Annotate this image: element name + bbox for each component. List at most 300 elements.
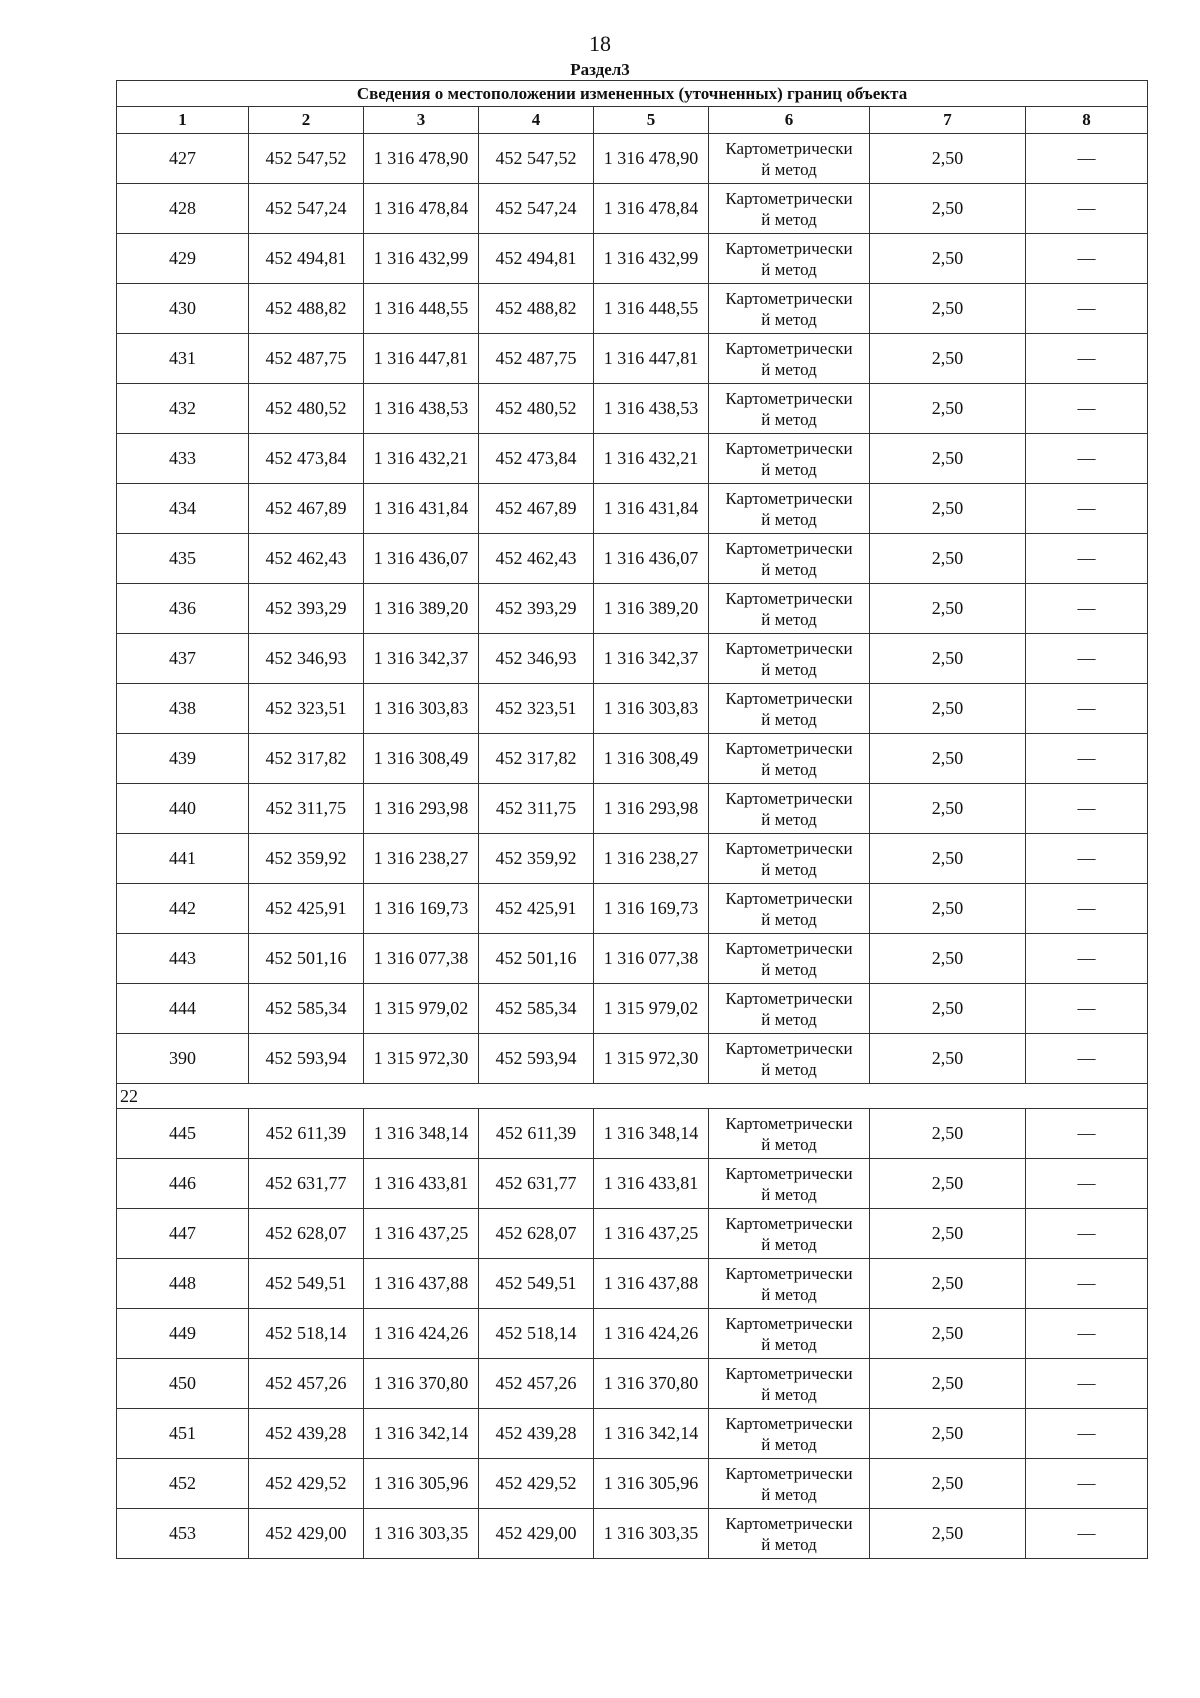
section-title: Раздел3 <box>570 60 630 79</box>
x-new: 452 518,14 <box>479 1309 594 1359</box>
accuracy: 2,50 <box>870 684 1026 734</box>
y-existing: 1 316 342,14 <box>364 1409 479 1459</box>
y-existing: 1 316 437,88 <box>364 1259 479 1309</box>
y-new: 1 316 424,26 <box>594 1309 709 1359</box>
y-new: 1 316 438,53 <box>594 384 709 434</box>
x-existing: 452 323,51 <box>249 684 364 734</box>
method-cell <box>709 884 870 934</box>
description: — <box>1026 234 1148 284</box>
description: — <box>1026 1359 1148 1409</box>
y-new: 1 316 303,83 <box>594 684 709 734</box>
table-row <box>117 434 1148 484</box>
accuracy: 2,50 <box>870 934 1026 984</box>
method-cell <box>709 934 870 984</box>
method-text: й метод <box>761 1534 817 1554</box>
y-new: 1 316 432,21 <box>594 434 709 484</box>
y-existing: 1 316 348,14 <box>364 1109 479 1159</box>
method-cell <box>709 1359 870 1409</box>
y-existing: 1 315 972,30 <box>364 1034 479 1084</box>
x-new: 452 547,52 <box>479 134 594 184</box>
method-cell <box>709 1034 870 1084</box>
x-existing: 452 429,00 <box>249 1509 364 1559</box>
method-text: й метод <box>761 309 817 329</box>
method-text: Картометрически <box>725 1163 853 1183</box>
table-row <box>117 1259 1148 1309</box>
y-new: 1 316 293,98 <box>594 784 709 834</box>
method-cell <box>709 1159 870 1209</box>
x-existing: 452 494,81 <box>249 234 364 284</box>
description: — <box>1026 434 1148 484</box>
point-number: 444 <box>117 984 249 1034</box>
x-new: 452 393,29 <box>479 584 594 634</box>
point-number: 438 <box>117 684 249 734</box>
x-new: 452 488,82 <box>479 284 594 334</box>
method-text: й метод <box>761 1284 817 1304</box>
y-new: 1 316 342,14 <box>594 1409 709 1459</box>
method-cell <box>709 1409 870 1459</box>
accuracy: 2,50 <box>870 1209 1026 1259</box>
method-text: й метод <box>761 1134 817 1154</box>
point-number: 433 <box>117 434 249 484</box>
method-text: й метод <box>761 609 817 629</box>
method-cell <box>709 184 870 234</box>
accuracy: 2,50 <box>870 234 1026 284</box>
method-cell <box>709 1109 870 1159</box>
column-number: 7 <box>870 107 1026 134</box>
y-existing: 1 316 438,53 <box>364 384 479 434</box>
x-new: 452 429,00 <box>479 1509 594 1559</box>
accuracy: 2,50 <box>870 334 1026 384</box>
accuracy: 2,50 <box>870 1509 1026 1559</box>
table-row <box>117 534 1148 584</box>
method-cell <box>709 1509 870 1559</box>
accuracy: 2,50 <box>870 984 1026 1034</box>
point-number: 436 <box>117 584 249 634</box>
accuracy: 2,50 <box>870 284 1026 334</box>
table-row <box>117 634 1148 684</box>
point-number: 390 <box>117 1034 249 1084</box>
x-new: 452 359,92 <box>479 834 594 884</box>
point-number: 431 <box>117 334 249 384</box>
point-number: 445 <box>117 1109 249 1159</box>
y-existing: 1 316 437,25 <box>364 1209 479 1259</box>
method-text: й метод <box>761 1484 817 1504</box>
x-new: 452 631,77 <box>479 1159 594 1209</box>
accuracy: 2,50 <box>870 484 1026 534</box>
table-row <box>117 1409 1148 1459</box>
table-caption-row <box>117 81 1148 107</box>
x-new: 452 467,89 <box>479 484 594 534</box>
accuracy: 2,50 <box>870 1309 1026 1359</box>
accuracy: 2,50 <box>870 434 1026 484</box>
point-number: 428 <box>117 184 249 234</box>
column-number: 3 <box>364 107 479 134</box>
x-existing: 452 585,34 <box>249 984 364 1034</box>
y-new: 1 316 389,20 <box>594 584 709 634</box>
method-text: Картометрически <box>725 288 853 308</box>
x-new: 452 346,93 <box>479 634 594 684</box>
accuracy: 2,50 <box>870 784 1026 834</box>
description: — <box>1026 834 1148 884</box>
point-number: 434 <box>117 484 249 534</box>
y-new: 1 316 238,27 <box>594 834 709 884</box>
method-cell <box>709 384 870 434</box>
y-new: 1 315 972,30 <box>594 1034 709 1084</box>
point-number: 440 <box>117 784 249 834</box>
method-cell <box>709 134 870 184</box>
y-new: 1 316 478,90 <box>594 134 709 184</box>
method-text: Картометрически <box>725 188 853 208</box>
x-new: 452 323,51 <box>479 684 594 734</box>
method-cell <box>709 584 870 634</box>
y-new: 1 316 437,25 <box>594 1209 709 1259</box>
y-existing: 1 316 478,90 <box>364 134 479 184</box>
method-text: Картометрически <box>725 388 853 408</box>
x-new: 452 425,91 <box>479 884 594 934</box>
point-number: 432 <box>117 384 249 434</box>
method-text: Картометрически <box>725 1313 853 1333</box>
y-existing: 1 316 342,37 <box>364 634 479 684</box>
table-row <box>117 1309 1148 1359</box>
x-new: 452 487,75 <box>479 334 594 384</box>
description: — <box>1026 584 1148 634</box>
y-new: 1 316 169,73 <box>594 884 709 934</box>
method-text: й метод <box>761 559 817 579</box>
x-existing: 452 547,52 <box>249 134 364 184</box>
x-existing: 452 488,82 <box>249 284 364 334</box>
x-new: 452 311,75 <box>479 784 594 834</box>
accuracy: 2,50 <box>870 884 1026 934</box>
method-text: Картометрически <box>725 588 853 608</box>
accuracy: 2,50 <box>870 1159 1026 1209</box>
method-text: й метод <box>761 459 817 479</box>
x-existing: 452 631,77 <box>249 1159 364 1209</box>
description: — <box>1026 734 1148 784</box>
y-existing: 1 316 370,80 <box>364 1359 479 1409</box>
method-text: й метод <box>761 909 817 929</box>
x-new: 452 547,24 <box>479 184 594 234</box>
x-existing: 452 473,84 <box>249 434 364 484</box>
y-existing: 1 316 238,27 <box>364 834 479 884</box>
y-existing: 1 316 424,26 <box>364 1309 479 1359</box>
column-number: 1 <box>117 107 249 134</box>
method-text: Картометрически <box>725 738 853 758</box>
description: — <box>1026 284 1148 334</box>
table-row <box>117 834 1148 884</box>
x-new: 452 593,94 <box>479 1034 594 1084</box>
method-text: й метод <box>761 959 817 979</box>
method-cell <box>709 484 870 534</box>
table-row <box>117 134 1148 184</box>
y-new: 1 316 447,81 <box>594 334 709 384</box>
y-existing: 1 316 432,99 <box>364 234 479 284</box>
y-new: 1 316 348,14 <box>594 1109 709 1159</box>
method-cell <box>709 684 870 734</box>
accuracy: 2,50 <box>870 734 1026 784</box>
table-row <box>117 384 1148 434</box>
description: — <box>1026 684 1148 734</box>
point-number: 451 <box>117 1409 249 1459</box>
point-number: 435 <box>117 534 249 584</box>
point-number: 452 <box>117 1459 249 1509</box>
method-text: Картометрически <box>725 488 853 508</box>
accuracy: 2,50 <box>870 1409 1026 1459</box>
method-text: Картометрически <box>725 1213 853 1233</box>
contour-number: 22 <box>117 1084 1148 1109</box>
x-new: 452 628,07 <box>479 1209 594 1259</box>
column-number: 5 <box>594 107 709 134</box>
y-existing: 1 316 436,07 <box>364 534 479 584</box>
column-number: 8 <box>1026 107 1148 134</box>
accuracy: 2,50 <box>870 1259 1026 1309</box>
x-existing: 452 518,14 <box>249 1309 364 1359</box>
y-new: 1 316 305,96 <box>594 1459 709 1509</box>
table-row <box>117 884 1148 934</box>
description: — <box>1026 534 1148 584</box>
table-row <box>117 334 1148 384</box>
accuracy: 2,50 <box>870 584 1026 634</box>
x-existing: 452 628,07 <box>249 1209 364 1259</box>
description: — <box>1026 1034 1148 1084</box>
x-existing: 452 480,52 <box>249 384 364 434</box>
y-new: 1 316 077,38 <box>594 934 709 984</box>
description: — <box>1026 484 1148 534</box>
method-text: й метод <box>761 1434 817 1454</box>
method-cell <box>709 434 870 484</box>
description: — <box>1026 784 1148 834</box>
point-number: 441 <box>117 834 249 884</box>
point-number: 437 <box>117 634 249 684</box>
x-new: 452 439,28 <box>479 1409 594 1459</box>
table-body <box>117 134 1148 1559</box>
method-text: Картометрически <box>725 1463 853 1483</box>
y-new: 1 316 433,81 <box>594 1159 709 1209</box>
point-number: 449 <box>117 1309 249 1359</box>
method-cell <box>709 984 870 1034</box>
point-number: 429 <box>117 234 249 284</box>
point-number: 443 <box>117 934 249 984</box>
x-new: 452 501,16 <box>479 934 594 984</box>
table-row <box>117 734 1148 784</box>
method-text: й метод <box>761 1009 817 1029</box>
y-new: 1 316 431,84 <box>594 484 709 534</box>
accuracy: 2,50 <box>870 1034 1026 1084</box>
method-cell <box>709 234 870 284</box>
table-row <box>117 684 1148 734</box>
description: — <box>1026 1259 1148 1309</box>
x-new: 452 429,52 <box>479 1459 594 1509</box>
method-cell <box>709 284 870 334</box>
description: — <box>1026 1109 1148 1159</box>
description: — <box>1026 1509 1148 1559</box>
y-existing: 1 316 303,83 <box>364 684 479 734</box>
point-number: 439 <box>117 734 249 784</box>
method-text: й метод <box>761 859 817 879</box>
x-new: 452 462,43 <box>479 534 594 584</box>
method-text: Картометрически <box>725 1363 853 1383</box>
method-cell <box>709 784 870 834</box>
method-text: й метод <box>761 659 817 679</box>
description: — <box>1026 334 1148 384</box>
point-number: 430 <box>117 284 249 334</box>
accuracy: 2,50 <box>870 1109 1026 1159</box>
point-number: 427 <box>117 134 249 184</box>
method-cell <box>709 734 870 784</box>
x-new: 452 585,34 <box>479 984 594 1034</box>
method-text: й метод <box>761 209 817 229</box>
accuracy: 2,50 <box>870 184 1026 234</box>
x-existing: 452 429,52 <box>249 1459 364 1509</box>
method-text: Картометрически <box>725 838 853 858</box>
table-row <box>117 1209 1148 1259</box>
method-text: й метод <box>761 409 817 429</box>
point-number: 450 <box>117 1359 249 1409</box>
table-row <box>117 1509 1148 1559</box>
description: — <box>1026 934 1148 984</box>
table-row <box>117 934 1148 984</box>
description: — <box>1026 1409 1148 1459</box>
y-existing: 1 316 433,81 <box>364 1159 479 1209</box>
method-text: Картометрически <box>725 1038 853 1058</box>
method-text: Картометрически <box>725 338 853 358</box>
y-existing: 1 316 478,84 <box>364 184 479 234</box>
y-existing: 1 316 308,49 <box>364 734 479 784</box>
y-existing: 1 316 389,20 <box>364 584 479 634</box>
x-existing: 452 547,24 <box>249 184 364 234</box>
method-cell <box>709 334 870 384</box>
method-cell <box>709 1459 870 1509</box>
x-new: 452 549,51 <box>479 1259 594 1309</box>
method-cell <box>709 1309 870 1359</box>
table-row <box>117 584 1148 634</box>
description: — <box>1026 1309 1148 1359</box>
table-row <box>117 1109 1148 1159</box>
point-number: 446 <box>117 1159 249 1209</box>
x-existing: 452 439,28 <box>249 1409 364 1459</box>
method-cell <box>709 834 870 884</box>
table-row <box>117 184 1148 234</box>
x-new: 452 494,81 <box>479 234 594 284</box>
method-text: Картометрически <box>725 538 853 558</box>
x-new: 452 473,84 <box>479 434 594 484</box>
x-existing: 452 467,89 <box>249 484 364 534</box>
y-new: 1 316 432,99 <box>594 234 709 284</box>
y-existing: 1 316 447,81 <box>364 334 479 384</box>
boundary-coordinates-table <box>116 80 1148 1559</box>
x-existing: 452 457,26 <box>249 1359 364 1409</box>
point-number: 447 <box>117 1209 249 1259</box>
method-cell <box>709 1259 870 1309</box>
x-existing: 452 359,92 <box>249 834 364 884</box>
y-new: 1 316 308,49 <box>594 734 709 784</box>
method-text: й метод <box>761 809 817 829</box>
x-existing: 452 462,43 <box>249 534 364 584</box>
y-existing: 1 316 169,73 <box>364 884 479 934</box>
method-text: Картометрически <box>725 438 853 458</box>
description: — <box>1026 134 1148 184</box>
table-row <box>117 1359 1148 1409</box>
x-existing: 452 611,39 <box>249 1109 364 1159</box>
y-new: 1 316 342,37 <box>594 634 709 684</box>
table-row <box>117 784 1148 834</box>
table-row <box>117 1159 1148 1209</box>
column-number: 6 <box>709 107 870 134</box>
method-text: Картометрически <box>725 888 853 908</box>
method-text: й метод <box>761 159 817 179</box>
table-row <box>117 284 1148 334</box>
method-text: Картометрически <box>725 638 853 658</box>
y-new: 1 316 478,84 <box>594 184 709 234</box>
method-text: й метод <box>761 1234 817 1254</box>
x-existing: 452 501,16 <box>249 934 364 984</box>
method-text: й метод <box>761 509 817 529</box>
method-text: й метод <box>761 709 817 729</box>
y-existing: 1 316 448,55 <box>364 284 479 334</box>
table-row <box>117 984 1148 1034</box>
description: — <box>1026 1159 1148 1209</box>
accuracy: 2,50 <box>870 134 1026 184</box>
y-new: 1 316 370,80 <box>594 1359 709 1409</box>
y-new: 1 316 436,07 <box>594 534 709 584</box>
column-number-row <box>117 107 1148 134</box>
accuracy: 2,50 <box>870 1459 1026 1509</box>
y-new: 1 316 448,55 <box>594 284 709 334</box>
table-row <box>117 234 1148 284</box>
page-number: 18 <box>589 31 611 56</box>
point-number: 453 <box>117 1509 249 1559</box>
column-number: 4 <box>479 107 594 134</box>
description: — <box>1026 984 1148 1034</box>
x-new: 452 480,52 <box>479 384 594 434</box>
x-new: 452 317,82 <box>479 734 594 784</box>
point-number: 442 <box>117 884 249 934</box>
accuracy: 2,50 <box>870 1359 1026 1409</box>
y-existing: 1 316 303,35 <box>364 1509 479 1559</box>
accuracy: 2,50 <box>870 834 1026 884</box>
method-text: Картометрически <box>725 138 853 158</box>
method-text: Картометрически <box>725 988 853 1008</box>
method-cell <box>709 1209 870 1259</box>
x-new: 452 457,26 <box>479 1359 594 1409</box>
column-number: 2 <box>249 107 364 134</box>
y-existing: 1 316 305,96 <box>364 1459 479 1509</box>
method-text: Картометрически <box>725 688 853 708</box>
y-new: 1 316 437,88 <box>594 1259 709 1309</box>
method-text: Картометрически <box>725 1263 853 1283</box>
method-text: й метод <box>761 759 817 779</box>
method-text: Картометрически <box>725 788 853 808</box>
x-existing: 452 393,29 <box>249 584 364 634</box>
method-text: й метод <box>761 1334 817 1354</box>
method-text: Картометрически <box>725 938 853 958</box>
x-existing: 452 549,51 <box>249 1259 364 1309</box>
description: — <box>1026 884 1148 934</box>
table-row <box>117 1034 1148 1084</box>
table-row <box>117 1459 1148 1509</box>
method-text: й метод <box>761 259 817 279</box>
method-text: й метод <box>761 1184 817 1204</box>
method-text: й метод <box>761 1384 817 1404</box>
x-existing: 452 311,75 <box>249 784 364 834</box>
x-existing: 452 425,91 <box>249 884 364 934</box>
y-existing: 1 316 432,21 <box>364 434 479 484</box>
y-new: 1 316 303,35 <box>594 1509 709 1559</box>
table-caption: Сведения о местоположении измененных (уточненных) границ объекта <box>117 81 1148 107</box>
method-text: й метод <box>761 359 817 379</box>
x-new: 452 611,39 <box>479 1109 594 1159</box>
method-text: й метод <box>761 1059 817 1079</box>
contour-group-row <box>117 1084 1148 1109</box>
